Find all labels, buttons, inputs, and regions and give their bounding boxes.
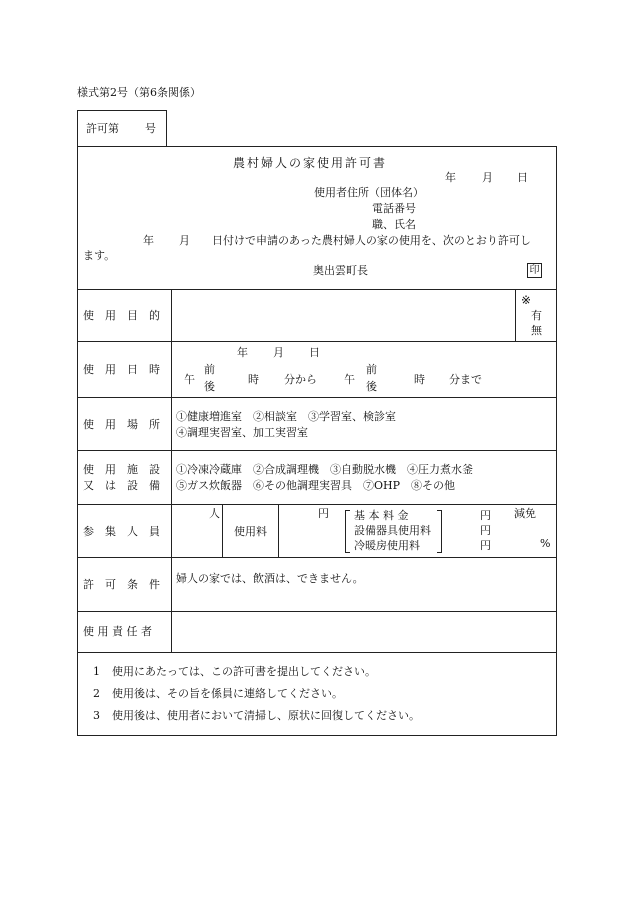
row-divider <box>77 289 557 290</box>
conditions-text: 婦人の家では、飲酒は、できません。 <box>176 572 364 585</box>
datetime-day: 日 <box>309 346 320 359</box>
purpose-label: 使 用 目 的 <box>83 309 160 322</box>
form-title: 農村婦人の家使用許可書 <box>233 156 388 170</box>
start-ampm-mae: 前 <box>204 363 215 376</box>
datetime-label: 使 用 日 時 <box>83 363 160 376</box>
end-hour: 時 <box>414 373 425 386</box>
row-divider <box>77 504 557 505</box>
mayor-label: 奥出雲町長 <box>313 264 368 277</box>
body-month: 月 <box>179 234 190 247</box>
end-ampm-ato: 後 <box>366 380 377 393</box>
place-label: 使 用 場 所 <box>83 418 160 431</box>
facility-options-line1: ①冷凍冷蔵庫 ②合成調理機 ③自動脱水機 ④圧力煮水釜 <box>176 463 473 476</box>
place-options-line1: ①健康増進室 ②相談室 ③学習室、検診室 <box>176 410 396 423</box>
people-unit: 人 <box>209 507 220 520</box>
note-number: 3 <box>93 709 100 722</box>
date-year: 年 <box>445 171 456 184</box>
basic-fee-label: 基 本 料 金 <box>354 509 409 522</box>
start-ampm-ato: 後 <box>204 380 215 393</box>
body-text-line2: ます。 <box>83 249 116 262</box>
note-number: 1 <box>93 665 100 678</box>
start-from: 分から <box>284 373 317 386</box>
start-hour: 時 <box>248 373 259 386</box>
reduction-label: 減免 <box>514 507 536 520</box>
datetime-month: 月 <box>273 346 284 359</box>
note-text: 使用後は、その旨を係員に連絡してください。 <box>112 687 343 700</box>
attendees-label: 参 集 人 員 <box>83 525 160 538</box>
form-number: 様式第2号（第6条関係） <box>77 86 201 99</box>
attendees-divider <box>222 504 223 557</box>
attendees-divider <box>278 504 279 557</box>
purpose-yes: 有 <box>531 309 542 322</box>
facility-options-line2: ⑤ガス炊飯器 ⑥その他調理実習具 ⑦OHP ⑧その他 <box>176 479 456 492</box>
end-ampm-mae: 前 <box>366 363 377 376</box>
permit-number-prefix: 許可第 <box>86 122 119 135</box>
aircon-fee-yen: 円 <box>480 539 491 552</box>
end-ampm-go: 午 <box>344 373 355 386</box>
end-until: 分まで <box>449 373 482 386</box>
reduction-percent: % <box>540 537 551 550</box>
purpose-mark-divider <box>515 289 516 341</box>
aircon-fee-label: 冷暖房使用料 <box>354 539 420 552</box>
date-month: 月 <box>482 171 493 184</box>
date-day: 日 <box>517 171 528 184</box>
row-divider <box>77 557 557 558</box>
fee-yen-unit: 円 <box>318 507 329 520</box>
place-options-line2: ④調理実習室、加工実習室 <box>176 426 308 439</box>
start-ampm-go: 午 <box>184 373 195 386</box>
phone-label: 電話番号 <box>372 202 416 215</box>
position-name-label: 職、氏名 <box>372 218 416 231</box>
body-year: 年 <box>143 234 154 247</box>
row-divider <box>77 611 557 612</box>
row-divider <box>77 341 557 342</box>
equipment-fee-label: 設備器具使用料 <box>354 524 431 537</box>
conditions-label: 許 可 条 件 <box>83 578 160 591</box>
body-text-line1: 日付けで申請のあった農村婦人の家の使用を、次のとおり許可し <box>212 234 531 247</box>
fee-breakdown-bracket <box>345 510 350 553</box>
note-text: 使用後は、使用者において清掃し、原状に回復してください。 <box>112 709 420 722</box>
user-address-label: 使用者住所（団体名） <box>314 186 424 199</box>
fee-label: 使用料 <box>234 525 267 538</box>
row-divider <box>77 450 557 451</box>
row-divider <box>77 397 557 398</box>
facility-label-line2: 又 は 設 備 <box>83 479 160 492</box>
purpose-no: 無 <box>531 324 542 337</box>
equipment-fee-yen: 円 <box>480 524 491 537</box>
note-text: 使用にあたっては、この許可書を提出してください。 <box>112 665 376 678</box>
permit-number-suffix: 号 <box>145 122 156 135</box>
datetime-year: 年 <box>237 346 248 359</box>
note-number: 2 <box>93 687 100 700</box>
purpose-mark: ※ <box>521 293 532 307</box>
basic-fee-yen: 円 <box>480 509 491 522</box>
row-divider <box>77 652 557 653</box>
fee-breakdown-bracket <box>437 510 442 553</box>
facility-label-line1: 使 用 施 設 <box>83 463 160 476</box>
manager-label: 使 用 責 任 者 <box>83 625 152 638</box>
seal-mark: 印 <box>527 263 542 278</box>
label-column-divider <box>171 289 172 652</box>
